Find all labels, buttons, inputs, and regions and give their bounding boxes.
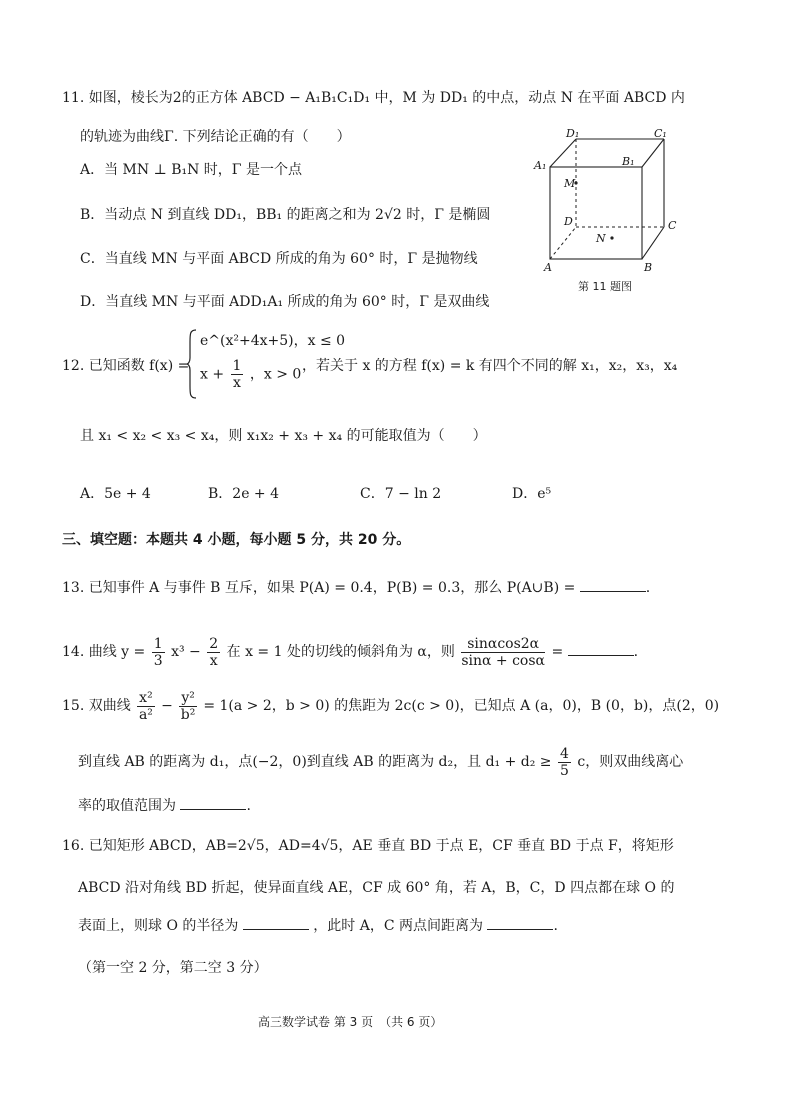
label-d1: D₁: [566, 127, 580, 140]
label-c1: C₁: [654, 127, 667, 140]
label-d: D: [564, 215, 573, 228]
q11-option-b: B．当动点 N 到直线 DD₁，BB₁ 的距离之和为 2√2 时，Γ 是椭圆: [80, 207, 491, 223]
cube-edge-b1c1: [642, 139, 664, 167]
q16-scoring-note: （第一空 2 分，第二空 3 分）: [78, 960, 268, 976]
label-n: N: [596, 232, 606, 245]
q14-part-a: 14. 曲线 y =: [62, 644, 146, 660]
q11-stem-line1: 11. 如图，棱长为2的正方体 ABCD − A₁B₁C₁D₁ 中，M 为 DD₁ 的中点，动点 N 在平面 ABCD 内: [62, 90, 685, 106]
label-a: A: [544, 261, 552, 274]
q15-part-b: −: [161, 698, 173, 714]
q12-prefix: 12. 已知函数 f(x) =: [62, 358, 190, 374]
q15-line1: [62, 688, 719, 724]
piece-exponential: e^(x²+4x+5)，x ≤ 0: [200, 333, 346, 349]
q12-line2: 且 x₁ < x₂ < x₃ < x₄，则 x₁x₂ + x₃ + x₄ 的可能取值为（ ）: [80, 428, 487, 444]
piece-rational-rhs: ，x > 0: [249, 366, 302, 383]
q11-option-c: C．当直线 MN 与平面 ABCD 所成的角为 60° 时，Γ 是抛物线: [80, 251, 478, 267]
q16-answer-blank-2: [487, 917, 553, 930]
label-b: B: [644, 261, 653, 274]
q14-frac3-den: sinα + cosα: [461, 652, 545, 669]
q15-fraction-3: [558, 746, 571, 779]
q16-answer-blank-1: [243, 917, 309, 930]
q14-fraction-1: [152, 636, 165, 669]
label-a1: A₁: [534, 159, 547, 172]
q12-suffix: ，若关于 x 的方程 f(x) = k 有四个不同的解 x₁，x₂，x₃，x₄: [302, 358, 678, 374]
section3-heading: 三、填空题：本题共 4 小题，每小题 5 分，共 20 分。: [62, 532, 411, 548]
q14-part-c: 在 x = 1 处的切线的倾斜角为 α，则: [226, 644, 455, 660]
q13-stem: 13. 已知事件 A 与事件 B 互斥，如果 P(A) = 0.4，P(B) = 0.3，那么 P(A∪B) =: [62, 580, 576, 596]
q14-fraction-3: [461, 636, 545, 669]
piece-rational-num: 1: [232, 358, 242, 374]
q15-frac2-num: y²: [181, 689, 195, 706]
q15-line3-text: 率的取值范围为: [78, 798, 176, 814]
q12-option-b: B．2e + 4: [208, 486, 280, 502]
cube-figure: [530, 125, 680, 295]
label-b1: B₁: [622, 155, 635, 168]
q15-part-c: = 1(a > 2，b > 0) 的焦距为 2c(c > 0)，已知点 A (a，0)，B (0，b)，点(2，0): [203, 698, 720, 714]
piece-rational-den: x: [233, 375, 241, 391]
q12-option-a: A．5e + 4: [80, 486, 151, 502]
q15-fraction-1: [137, 690, 155, 723]
q15-frac1-num: x²: [139, 689, 153, 706]
q15-answer-blank: [180, 797, 246, 810]
q14-frac3-num: sinαcos2α: [461, 636, 545, 653]
q15-frac3-num: 4: [559, 745, 569, 762]
q15-line2: [78, 744, 683, 780]
q11-stem-line2: 的轨迹为曲线Γ. 下列结论正确的有（ ）: [80, 129, 351, 145]
q14-part-d: =: [551, 644, 564, 660]
q14-text: 14. 曲线 y = $\frac{1}{3}$ x³ − $\frac{2}{x}$ 在 x = 1 处的切线的倾斜角为 α，则 $\frac{\sin\alpha\cos 2\alpha}{\sin\alpha + \cos\alpha}$ = .: [62, 635, 639, 669]
piece-rational-lhs: x +: [200, 366, 225, 383]
cube-hidden-edge-ad: [550, 227, 576, 259]
q14-frac1-den: 3: [153, 652, 163, 669]
q15-line3: 率的取值范围为 .: [78, 798, 251, 814]
cube-edge-a1d1: [550, 139, 576, 167]
q15-frac3-den: 5: [559, 762, 569, 779]
q16-line2: ABCD 沿对角线 BD 折起，使异面直线 AE，CF 成 60° 角，若 A，B，C，D 四点都在球 O 的: [78, 880, 675, 896]
q11-option-a: A．当 MN ⊥ B₁N 时，Γ 是一个点: [80, 162, 302, 178]
q16-line1: 16. 已知矩形 ABCD，AB=2√5，AD=4√5，AE 垂直 BD 于点 E，CF 垂直 BD 于点 F，将矩形: [62, 838, 674, 854]
label-c: C: [668, 219, 677, 232]
piecewise-brace: [186, 328, 198, 400]
q15-part-a: 15. 双曲线: [62, 698, 131, 714]
q12-option-d: D．e⁵: [512, 486, 552, 502]
q15-line2-a: 到直线 AB 的距离为 d₁，点(−2，0)到直线 AB 的距离为 d₂，且 d₁ + d₂ ≥: [78, 754, 552, 770]
q13-text: 13. 已知事件 A 与事件 B 互斥，如果 P(A) = 0.4，P(B) = 0.3，那么 P(A∪B) = .: [62, 580, 651, 596]
figure-caption: 第 11 题图: [578, 280, 632, 293]
page-footer: 高三数学试卷 第 3 页 （共 6 页）: [258, 1015, 443, 1029]
piece-rational: [200, 358, 301, 391]
piece-rational-fraction: [231, 358, 244, 391]
point-n: [610, 236, 613, 239]
cube-edge-bc: [642, 227, 664, 259]
q14-frac1-num: 1: [153, 635, 163, 652]
q14-frac2-den: x: [209, 652, 218, 669]
q15-frac1-den: a²: [138, 706, 153, 723]
q15-frac2-den: b²: [180, 706, 196, 723]
q15-fraction-2: [179, 690, 197, 723]
q14-answer-blank: [568, 643, 634, 656]
q14-part-b: x³ −: [171, 644, 201, 660]
q16-line3: 表面上，则球 O 的半径为 ，此时 A，C 两点间距离为 .: [78, 918, 558, 934]
q14-frac2-num: 2: [209, 635, 219, 652]
q11-option-d: D．当直线 MN 与平面 ADD₁A₁ 所成的角为 60° 时，Γ 是双曲线: [80, 294, 490, 310]
q14-fraction-2: [207, 636, 220, 669]
q13-answer-blank: [580, 579, 646, 592]
label-m: M: [564, 177, 576, 190]
q12-option-c: C．7 − ln 2: [360, 486, 442, 502]
q16-line3-a: 表面上，则球 O 的半径为: [78, 918, 239, 934]
q15-line2-b: c，则双曲线离心: [577, 754, 684, 770]
q16-line3-b: ，此时 A，C 两点间距离为: [313, 918, 484, 934]
